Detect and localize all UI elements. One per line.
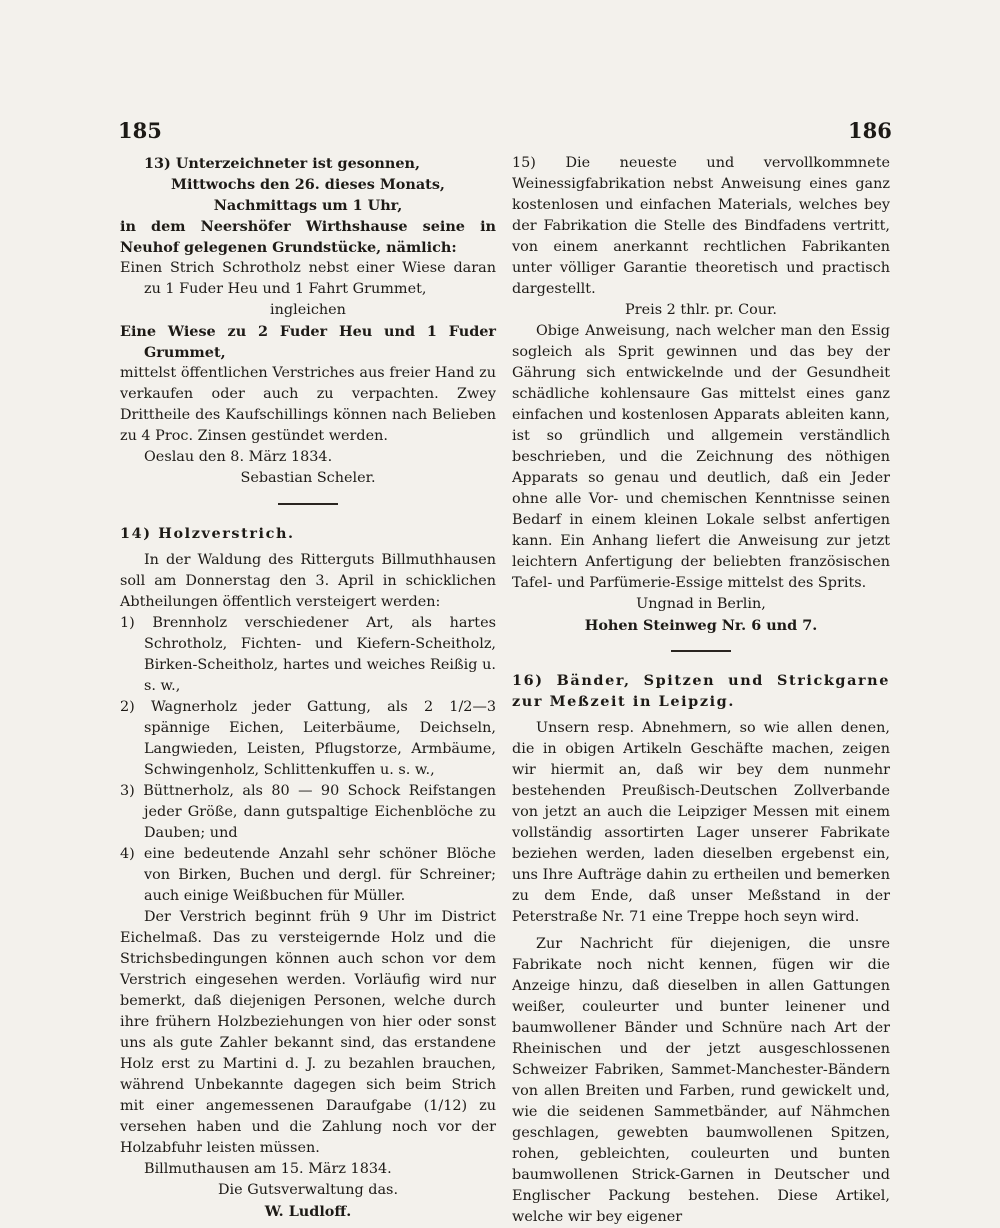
- notice-14-signature-name: W. Ludloff.: [264, 1203, 352, 1220]
- page-number-right: 186: [848, 118, 892, 143]
- left-column: [120, 153, 496, 1222]
- notice-15-heading: 15) Die neueste und vervollkommnete Weinessigfabrikation nebst Anweisung eines ganz kostenlosen und einfachen Materials, welches bey der Fabrikation die Stelle des Bindfadens vertritt, von einem anerkannt rechtlichen Fabrikanten unter völliger Garantie theoretisch und practisch dargestellt.: [512, 155, 890, 297]
- notice-14-item: 1) Brennholz verschiedener Art, als hartes Schrotholz, Fichten- und Kiefern-Scheitholz, Birken-Scheitholz, hartes und weiches Reißig u. s. w.,: [120, 615, 496, 694]
- section-divider: [278, 503, 338, 505]
- notice-14-item: 4) eine bedeutende Anzahl sehr schöner Blöche von Birken, Buchen und dergl. für Schreiner; auch einige Weißbuchen für Müller.: [120, 846, 496, 904]
- notice-13-body: mittelst öffentlichen Verstriches aus freier Hand zu verkaufen oder auch zu verpachten. Zwey Drittheile des Kaufschillings können nach Belieben zu 4 Proc. Zinsen gestündet werden.: [120, 365, 496, 444]
- notice-14-item: 3) Büttnerholz, als 80 — 90 Schock Reifstangen jeder Größe, dann gutspaltige Eichenblöche zu Dauben; und: [120, 783, 496, 841]
- notice-14-place-date: Billmuthausen am 15. März 1834.: [144, 1161, 392, 1177]
- section-divider: [671, 650, 731, 652]
- notice-16-paragraph-2: Zur Nachricht für diejenigen, die unsre Fabrikate noch nicht kennen, fügen wir die Anzeige hinzu, daß dieselben in allen Gattungen weißer, couleurter und bunter leinener und baumwollener Bänder und Schnüre nach Art der Rheinischen und der jetzt ausgeschlossenen Schweizer Fabriken, Sammet-Manchester-Bändern von allen Breiten und Farben, rund gewickelt und, wie die seidenen Sammetbänder, auf Nähmchen geschlagen, gewebten baumwollenen Spitzen, rohen, gebleichten, couleurten und bunten baumwollenen Strick-Garnen in Deutscher und Englischer Packung bestehen. Diese Artikel, welche wir bey eigener: [512, 936, 890, 1225]
- notice-13-ingleichen: ingleichen: [270, 302, 346, 318]
- notice-16-paragraph-1: Unsern resp. Abnehmern, so wie allen denen, die in obigen Artikeln Geschäfte machen, zeigen wir hiermit an, daß wir bey dem nunmehr bestehenden Preußisch-Deutschen Zollverbande von jetzt an auch die Leipziger Messen mit einem vollständig assortirten Lager unserer Fabrikate beziehen werden, laden dieselben ergebenst ein, uns Ihre Aufträge dahin zu ertheilen und bemerken zu dem Ende, daß unser Meßstand in der Peterstraße Nr. 71 eine Treppe hoch seyn wird.: [512, 720, 890, 925]
- notice-15-body: Obige Anweisung, nach welcher man den Essig sogleich als Sprit gewinnen und das bey der Gährung sich entwickelnde und der Gesundheit schädliche kohlensaure Gas mittelst eines ganz einfachen und kostenlosen Apparats ableiten kann, ist so gründlich und allgemein verständlich beschrieben, und die Zeichnung des nöthigen Apparats so genau und deutlich, daß ein Jeder ohne alle Vor- und chemischen Kenntnisse seinen Bedarf in einem kleinen Lokale selbst anfertigen kann. Ein Anhang liefert die Anweisung zur jetzt leichtern Anfertigung der beliebten französischen Tafel- und Parfümerie-Essige mittelst des Sprits.: [512, 323, 890, 591]
- notice-13-date: Mittwochs den 26. dieses Monats,: [171, 176, 445, 193]
- notice-14-body: Der Verstrich beginnt früh 9 Uhr im District Eichelmaß. Das zu versteigernde Holz und die Strichsbedingungen können auch schon vor dem Verstrich eingesehen werden. Vorläufig wird nur bemerkt, daß diejenigen Personen, welche durch ihre frühern Holzbeziehungen von hier oder sonst uns als gute Zahler bekannt sind, das erstandene Holz erst zu Martini d. J. zu bezahlen brauchen, während Unbekannte dagegen sich beim Strich mit einer angemessenen Daraufgabe (1/12) zu versehen haben und die Zahlung noch vor der Holzabfuhr leisten müssen.: [120, 909, 496, 1156]
- page-number-left: 185: [118, 118, 162, 143]
- notice-14-intro: In der Waldung des Ritterguts Billmuthhausen soll am Donnerstag den 3. April in schicklichen Abtheilungen öffentlich versteigert werden:: [120, 552, 496, 610]
- notice-13-item-2: Eine Wiese zu 2 Fuder Heu und 1 Fuder Grummet,: [120, 323, 496, 361]
- notice-15-address: Hohen Steinweg Nr. 6 und 7.: [584, 617, 818, 634]
- notice-13-location: in dem Neershöfer Wirthshause seine in Neuhof gelegenen Grundstücke, nämlich:: [120, 218, 496, 256]
- notice-13-time: Nachmittags um 1 Uhr,: [213, 197, 403, 214]
- notice-13-place-date: Oeslau den 8. März 1834.: [144, 449, 333, 465]
- notice-14-item: 2) Wagnerholz jeder Gattung, als 2 1/2—3 spännige Eichen, Leiterbäume, Deichseln, Langwieden, Leisten, Pflugstorze, Armbäume, Schwingenholz, Schlittenkuffen u. s. w.,: [120, 699, 496, 778]
- notice-13-signature: Sebastian Scheler.: [240, 470, 376, 486]
- notice-16-heading: 16) Bänder, Spitzen und Strickgarne zur Meßzeit in Leipzig.: [512, 672, 890, 710]
- right-column: [512, 153, 890, 1228]
- notice-13-heading: 13) Unterzeichneter ist gesonnen,: [144, 155, 420, 172]
- notice-15-publisher: Ungnad in Berlin,: [636, 596, 766, 612]
- notice-13-item-1: Einen Strich Schrotholz nebst einer Wiese daran zu 1 Fuder Heu und 1 Fahrt Grummet,: [120, 260, 496, 297]
- notice-15-price: Preis 2 thlr. pr. Cour.: [625, 302, 777, 318]
- notice-14-signature-office: Die Gutsverwaltung das.: [217, 1182, 399, 1198]
- notice-14-heading: 14) Holzverstrich.: [120, 525, 295, 542]
